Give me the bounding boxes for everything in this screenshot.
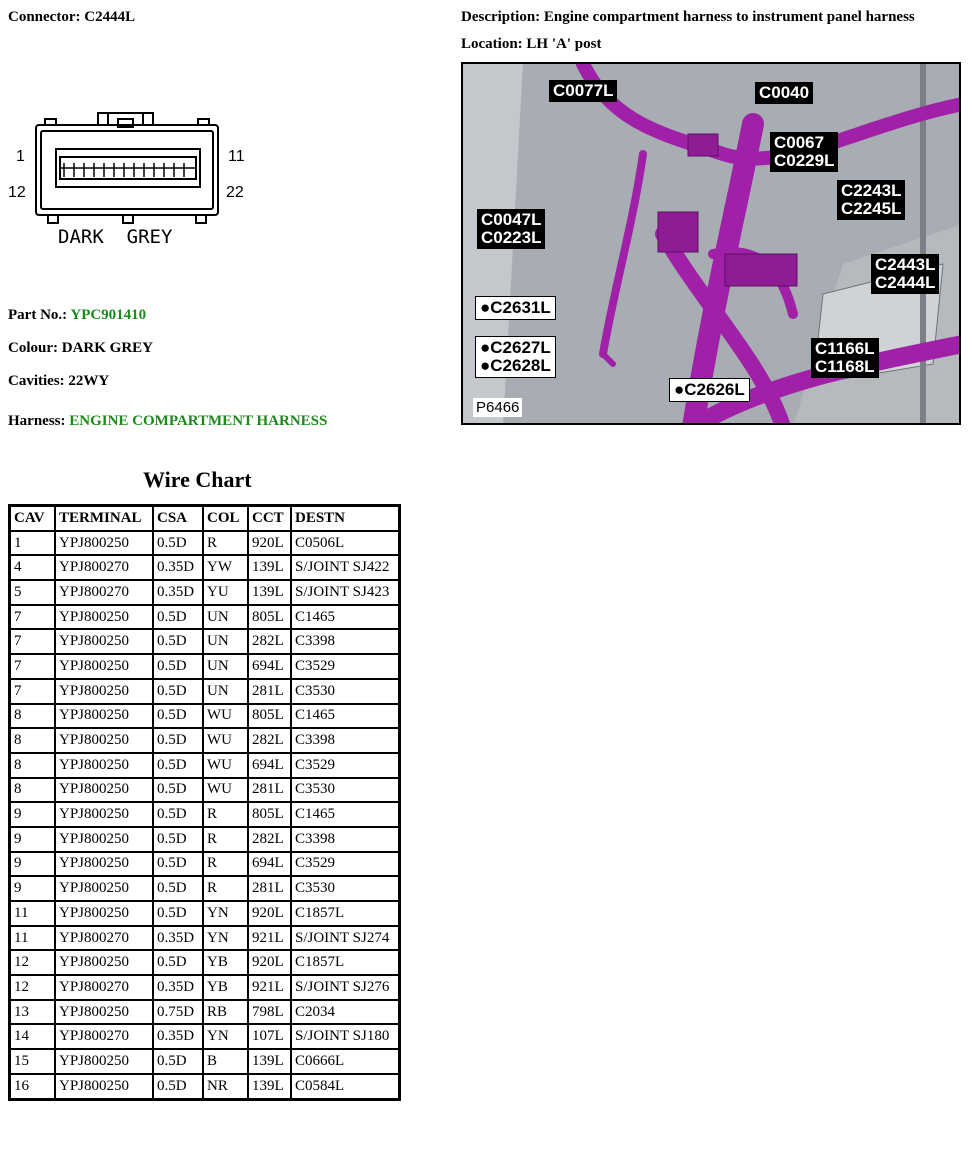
table-row [10, 802, 400, 827]
cell-col: YB [203, 950, 248, 975]
cell-cav: 15 [10, 1049, 56, 1074]
location-label: Location: [461, 36, 523, 52]
cell-col: R [203, 827, 248, 852]
connector-label: Connector: [8, 9, 81, 25]
callout-c0077l: C0077L [549, 80, 617, 102]
photo-reference-code: P6466 [473, 398, 522, 417]
cell-destn: C2034 [291, 1000, 400, 1025]
cell-destn: S/JOINT SJ274 [291, 926, 400, 951]
cell-terminal: YPJ800250 [55, 901, 153, 926]
cell-col: WU [203, 778, 248, 803]
table-row [10, 531, 400, 556]
connector-face-diagram [8, 105, 268, 255]
cell-terminal: YPJ800270 [55, 975, 153, 1000]
cell-col: R [203, 876, 248, 901]
connector-line [8, 9, 135, 26]
callout-c2631l: ●C2631L [475, 296, 556, 320]
cell-destn: C0584L [291, 1074, 400, 1099]
colour-label: Colour: [8, 340, 58, 356]
callout-c2627l-c2628l: ●C2627L ●C2628L [475, 336, 556, 378]
cell-col: YN [203, 926, 248, 951]
table-row [10, 728, 400, 753]
cell-cct: 921L [248, 926, 291, 951]
cell-destn: S/JOINT SJ423 [291, 580, 400, 605]
cell-cct: 282L [248, 629, 291, 654]
cell-cav: 11 [10, 926, 56, 951]
cell-csa: 0.5D [153, 950, 203, 975]
cell-terminal: YPJ800250 [55, 950, 153, 975]
location-photo [461, 62, 961, 425]
cell-terminal: YPJ800250 [55, 876, 153, 901]
cell-csa: 0.35D [153, 555, 203, 580]
cell-col: WU [203, 753, 248, 778]
location-line [461, 36, 601, 53]
harness-link[interactable]: ENGINE COMPARTMENT HARNESS [69, 413, 328, 429]
table-row [10, 1074, 400, 1099]
cell-terminal: YPJ800250 [55, 852, 153, 877]
cell-terminal: YPJ800250 [55, 629, 153, 654]
cell-csa: 0.5D [153, 679, 203, 704]
colour-line [8, 340, 153, 357]
cell-cav: 8 [10, 728, 56, 753]
description-line [461, 9, 915, 26]
table-row [10, 876, 400, 901]
pin-label-22: 22 [226, 184, 244, 201]
cell-destn: C1857L [291, 950, 400, 975]
column-header-cct: CCT [248, 506, 291, 531]
cell-terminal: YPJ800250 [55, 728, 153, 753]
cell-csa: 0.35D [153, 580, 203, 605]
cell-cav: 14 [10, 1024, 56, 1049]
cell-terminal: YPJ800250 [55, 605, 153, 630]
cell-destn: C3398 [291, 827, 400, 852]
cell-csa: 0.5D [153, 1049, 203, 1074]
cell-destn: C1857L [291, 901, 400, 926]
part-no-line [8, 307, 146, 324]
cell-cav: 1 [10, 531, 56, 556]
cell-destn: C0666L [291, 1049, 400, 1074]
cell-terminal: YPJ800270 [55, 555, 153, 580]
cell-col: R [203, 852, 248, 877]
cell-destn: C3530 [291, 679, 400, 704]
cell-csa: 0.5D [153, 629, 203, 654]
cell-csa: 0.5D [153, 876, 203, 901]
cell-cav: 12 [10, 950, 56, 975]
cell-destn: C1465 [291, 704, 400, 729]
cell-cct: 805L [248, 704, 291, 729]
table-row [10, 827, 400, 852]
cell-cav: 8 [10, 778, 56, 803]
cell-csa: 0.35D [153, 1024, 203, 1049]
cell-csa: 0.5D [153, 827, 203, 852]
cell-destn: S/JOINT SJ276 [291, 975, 400, 1000]
cell-cct: 920L [248, 901, 291, 926]
cell-cct: 921L [248, 975, 291, 1000]
cell-cct: 281L [248, 679, 291, 704]
cell-cav: 9 [10, 802, 56, 827]
cell-destn: C3529 [291, 852, 400, 877]
cell-cav: 9 [10, 876, 56, 901]
cell-destn: S/JOINT SJ180 [291, 1024, 400, 1049]
cell-cav: 8 [10, 704, 56, 729]
cell-terminal: YPJ800250 [55, 531, 153, 556]
table-row [10, 555, 400, 580]
cell-cct: 139L [248, 555, 291, 580]
cell-csa: 0.5D [153, 901, 203, 926]
cell-csa: 0.5D [153, 852, 203, 877]
table-row [10, 654, 400, 679]
cell-destn: C3398 [291, 728, 400, 753]
cell-cav: 7 [10, 629, 56, 654]
cell-csa: 0.35D [153, 975, 203, 1000]
cell-csa: 0.5D [153, 728, 203, 753]
cell-csa: 0.5D [153, 753, 203, 778]
cell-cct: 920L [248, 531, 291, 556]
cell-cav: 9 [10, 852, 56, 877]
cell-terminal: YPJ800250 [55, 654, 153, 679]
table-row [10, 778, 400, 803]
table-row [10, 1000, 400, 1025]
cell-cct: 282L [248, 827, 291, 852]
cell-col: R [203, 531, 248, 556]
cell-col: YB [203, 975, 248, 1000]
cell-csa: 0.5D [153, 605, 203, 630]
cell-cav: 7 [10, 654, 56, 679]
cell-terminal: YPJ800250 [55, 1074, 153, 1099]
harness-label: Harness: [8, 413, 66, 429]
cell-terminal: YPJ800250 [55, 827, 153, 852]
location-value: LH 'A' post [526, 36, 602, 52]
cell-cav: 11 [10, 901, 56, 926]
table-row [10, 580, 400, 605]
part-no-label: Part No.: [8, 307, 68, 323]
cell-terminal: YPJ800250 [55, 704, 153, 729]
cell-csa: 0.5D [153, 704, 203, 729]
harness-line [8, 413, 327, 430]
table-row [10, 1024, 400, 1049]
pin-label-12: 12 [8, 184, 26, 201]
callout-c0047l-c0223l: C0047L C0223L [477, 209, 545, 249]
cell-col: NR [203, 1074, 248, 1099]
cell-cct: 798L [248, 1000, 291, 1025]
wire-chart-title: Wire Chart [143, 467, 252, 492]
cell-col: YU [203, 580, 248, 605]
cell-csa: 0.5D [153, 531, 203, 556]
colour-value: DARK GREY [61, 340, 154, 356]
table-row [10, 975, 400, 1000]
callout-c2243l-c2245l: C2243L C2245L [837, 180, 905, 220]
description-label: Description: [461, 9, 541, 25]
table-row [10, 950, 400, 975]
cell-csa: 0.5D [153, 1074, 203, 1099]
callout-c0040: C0040 [755, 82, 813, 104]
cell-cct: 139L [248, 580, 291, 605]
cell-col: WU [203, 704, 248, 729]
cavities-label: Cavities: [8, 373, 65, 389]
cell-csa: 0.5D [153, 654, 203, 679]
cell-destn: C3529 [291, 654, 400, 679]
cell-cct: 139L [248, 1049, 291, 1074]
cavities-line [8, 373, 109, 390]
table-row [10, 704, 400, 729]
cell-cct: 282L [248, 728, 291, 753]
table-row [10, 1049, 400, 1074]
connector-colour-caption: DARK GREY [58, 226, 173, 248]
cell-cav: 5 [10, 580, 56, 605]
callout-c2443l-c2444l: C2443L C2444L [871, 254, 939, 294]
cell-csa: 0.75D [153, 1000, 203, 1025]
table-row [10, 629, 400, 654]
column-header-terminal: TERMINAL [55, 506, 153, 531]
cell-col: YW [203, 555, 248, 580]
cell-terminal: YPJ800270 [55, 926, 153, 951]
pin-label-1: 1 [16, 148, 25, 165]
cell-cav: 7 [10, 605, 56, 630]
cell-terminal: YPJ800250 [55, 1000, 153, 1025]
cell-col: R [203, 802, 248, 827]
cell-cct: 281L [248, 778, 291, 803]
table-row [10, 679, 400, 704]
table-row [10, 926, 400, 951]
cell-destn: C3529 [291, 753, 400, 778]
cell-col: RB [203, 1000, 248, 1025]
part-no-link[interactable]: YPC901410 [70, 307, 147, 323]
cell-col: UN [203, 629, 248, 654]
cell-destn: C1465 [291, 605, 400, 630]
description-value: Engine compartment harness to instrument panel harness [543, 9, 915, 25]
connector-value: C2444L [84, 9, 136, 25]
cell-cct: 694L [248, 753, 291, 778]
column-header-destn: DESTN [291, 506, 400, 531]
cell-terminal: YPJ800250 [55, 679, 153, 704]
cell-cav: 7 [10, 679, 56, 704]
cell-col: UN [203, 679, 248, 704]
cell-destn: C3530 [291, 778, 400, 803]
cell-csa: 0.5D [153, 802, 203, 827]
cell-terminal: YPJ800250 [55, 802, 153, 827]
pin-label-11: 11 [228, 148, 245, 165]
cell-cav: 13 [10, 1000, 56, 1025]
cell-cav: 4 [10, 555, 56, 580]
cell-col: WU [203, 728, 248, 753]
wire-chart-body [10, 531, 400, 1099]
cell-destn: S/JOINT SJ422 [291, 555, 400, 580]
callout-c0067-c0229l: C0067 C0229L [770, 132, 838, 172]
cell-terminal: YPJ800250 [55, 1049, 153, 1074]
cell-cct: 107L [248, 1024, 291, 1049]
cell-cct: 920L [248, 950, 291, 975]
cell-cct: 694L [248, 852, 291, 877]
table-row [10, 605, 400, 630]
table-row [10, 753, 400, 778]
cell-csa: 0.5D [153, 778, 203, 803]
cell-terminal: YPJ800270 [55, 580, 153, 605]
callout-c2626l: ●C2626L [669, 378, 750, 402]
cell-col: UN [203, 654, 248, 679]
cell-cct: 694L [248, 654, 291, 679]
cell-cav: 12 [10, 975, 56, 1000]
column-header-csa: CSA [153, 506, 203, 531]
cell-terminal: YPJ800250 [55, 778, 153, 803]
column-header-col: COL [203, 506, 248, 531]
wire-chart-table [8, 504, 401, 1101]
table-row [10, 901, 400, 926]
cell-col: UN [203, 605, 248, 630]
cell-col: YN [203, 901, 248, 926]
cell-destn: C1465 [291, 802, 400, 827]
cell-terminal: YPJ800270 [55, 1024, 153, 1049]
cell-cct: 805L [248, 802, 291, 827]
cell-csa: 0.35D [153, 926, 203, 951]
callout-c1166l-c1168l: C1166L C1168L [811, 338, 879, 378]
cell-col: B [203, 1049, 248, 1074]
table-row [10, 852, 400, 877]
cell-cct: 139L [248, 1074, 291, 1099]
cell-destn: C3398 [291, 629, 400, 654]
cell-destn: C3530 [291, 876, 400, 901]
cavities-value: 22WY [68, 373, 110, 389]
cell-destn: C0506L [291, 531, 400, 556]
cell-col: YN [203, 1024, 248, 1049]
cell-terminal: YPJ800250 [55, 753, 153, 778]
cell-cav: 16 [10, 1074, 56, 1099]
wire-chart-header-row [10, 506, 400, 531]
cell-cav: 9 [10, 827, 56, 852]
cell-cct: 805L [248, 605, 291, 630]
column-header-cav: CAV [10, 506, 56, 531]
cell-cav: 8 [10, 753, 56, 778]
cell-cct: 281L [248, 876, 291, 901]
